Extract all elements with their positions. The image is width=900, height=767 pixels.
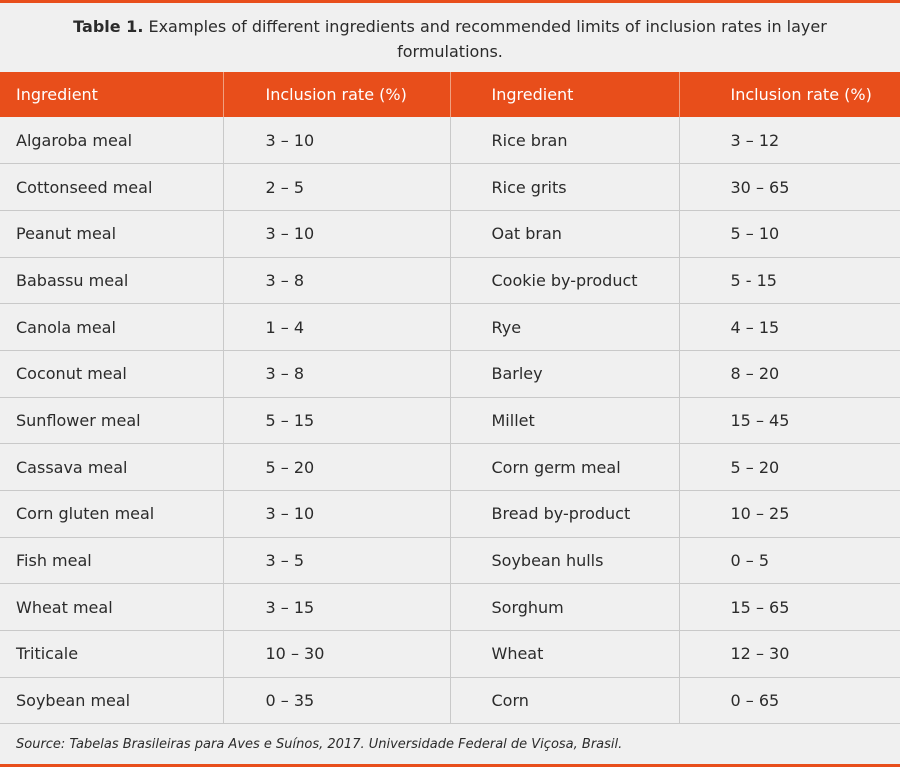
table-caption: [0, 0, 900, 72]
cell-ingredient: Canola meal: [0, 304, 223, 351]
cell-inclusion-rate: 3 – 10: [223, 117, 450, 164]
cell-inclusion-rate: 3 – 15: [223, 584, 450, 631]
cell-inclusion-rate: 1 – 4: [223, 304, 450, 351]
cell-inclusion-rate: 4 – 15: [679, 304, 900, 351]
cell-inclusion-rate: 2 – 5: [223, 164, 450, 211]
table-row: [0, 491, 900, 538]
cell-ingredient: Rye: [450, 304, 679, 351]
cell-ingredient: Babassu meal: [0, 257, 223, 304]
cell-ingredient: Millet: [450, 397, 679, 444]
cell-ingredient: Algaroba meal: [0, 117, 223, 164]
cell-ingredient: Cottonseed meal: [0, 164, 223, 211]
cell-inclusion-rate: 3 – 12: [679, 117, 900, 164]
cell-ingredient: Sorghum: [450, 584, 679, 631]
cell-ingredient: Triticale: [0, 631, 223, 678]
cell-ingredient: Sunflower meal: [0, 397, 223, 444]
ingredients-table: [0, 72, 900, 724]
table-row: [0, 631, 900, 678]
table-row: [0, 584, 900, 631]
cell-inclusion-rate: 15 – 45: [679, 397, 900, 444]
cell-inclusion-rate: 5 – 10: [679, 210, 900, 257]
header-ingredient-right: Ingredient: [450, 72, 679, 117]
cell-ingredient: Coconut meal: [0, 350, 223, 397]
cell-ingredient: Cookie by-product: [450, 257, 679, 304]
header-inclusion-rate-left: Inclusion rate (%): [223, 72, 450, 117]
table-row: [0, 117, 900, 164]
cell-inclusion-rate: 5 – 15: [223, 397, 450, 444]
table-row: [0, 444, 900, 491]
cell-ingredient: Rice grits: [450, 164, 679, 211]
table-row: [0, 677, 900, 724]
cell-ingredient: Soybean hulls: [450, 537, 679, 584]
cell-inclusion-rate: 10 – 25: [679, 491, 900, 538]
table-row: [0, 304, 900, 351]
cell-ingredient: Wheat: [450, 631, 679, 678]
cell-ingredient: Fish meal: [0, 537, 223, 584]
header-inclusion-rate-right: Inclusion rate (%): [679, 72, 900, 117]
cell-inclusion-rate: 3 – 8: [223, 257, 450, 304]
cell-inclusion-rate: 0 – 5: [679, 537, 900, 584]
table-row: [0, 210, 900, 257]
cell-inclusion-rate: 15 – 65: [679, 584, 900, 631]
cell-inclusion-rate: 5 - 15: [679, 257, 900, 304]
cell-inclusion-rate: 30 – 65: [679, 164, 900, 211]
cell-ingredient: Barley: [450, 350, 679, 397]
table-row: [0, 397, 900, 444]
cell-inclusion-rate: 0 – 65: [679, 677, 900, 724]
cell-inclusion-rate: 3 – 8: [223, 350, 450, 397]
header-row: [0, 72, 900, 117]
cell-inclusion-rate: 0 – 35: [223, 677, 450, 724]
cell-inclusion-rate: 3 – 10: [223, 491, 450, 538]
cell-ingredient: Oat bran: [450, 210, 679, 257]
source-note: Source: Tabelas Brasileiras para Aves e Suínos, 2017. Universidade Federal de Viçosa, Brasil.: [16, 737, 623, 752]
table-row: [0, 164, 900, 211]
table-header: [0, 72, 900, 117]
cell-ingredient: Corn gluten meal: [0, 491, 223, 538]
cell-inclusion-rate: 8 – 20: [679, 350, 900, 397]
cell-inclusion-rate: 3 – 5: [223, 537, 450, 584]
cell-inclusion-rate: 5 – 20: [223, 444, 450, 491]
cell-ingredient: Wheat meal: [0, 584, 223, 631]
header-ingredient-left: Ingredient: [0, 72, 223, 117]
cell-ingredient: Corn: [450, 677, 679, 724]
table-body: [0, 117, 900, 724]
table-row: [0, 257, 900, 304]
caption-label: Table 1.: [73, 17, 144, 36]
cell-ingredient: Soybean meal: [0, 677, 223, 724]
cell-ingredient: Corn germ meal: [450, 444, 679, 491]
cell-inclusion-rate: 3 – 10: [223, 210, 450, 257]
cell-ingredient: Bread by-product: [450, 491, 679, 538]
table-row: [0, 350, 900, 397]
cell-ingredient: Rice bran: [450, 117, 679, 164]
caption-text: Examples of different ingredients and recommended limits of inclusion rates in layer formulations.: [143, 17, 827, 61]
cell-ingredient: Cassava meal: [0, 444, 223, 491]
cell-inclusion-rate: 10 – 30: [223, 631, 450, 678]
cell-inclusion-rate: 5 – 20: [679, 444, 900, 491]
cell-ingredient: Peanut meal: [0, 210, 223, 257]
cell-inclusion-rate: 12 – 30: [679, 631, 900, 678]
table-row: [0, 537, 900, 584]
